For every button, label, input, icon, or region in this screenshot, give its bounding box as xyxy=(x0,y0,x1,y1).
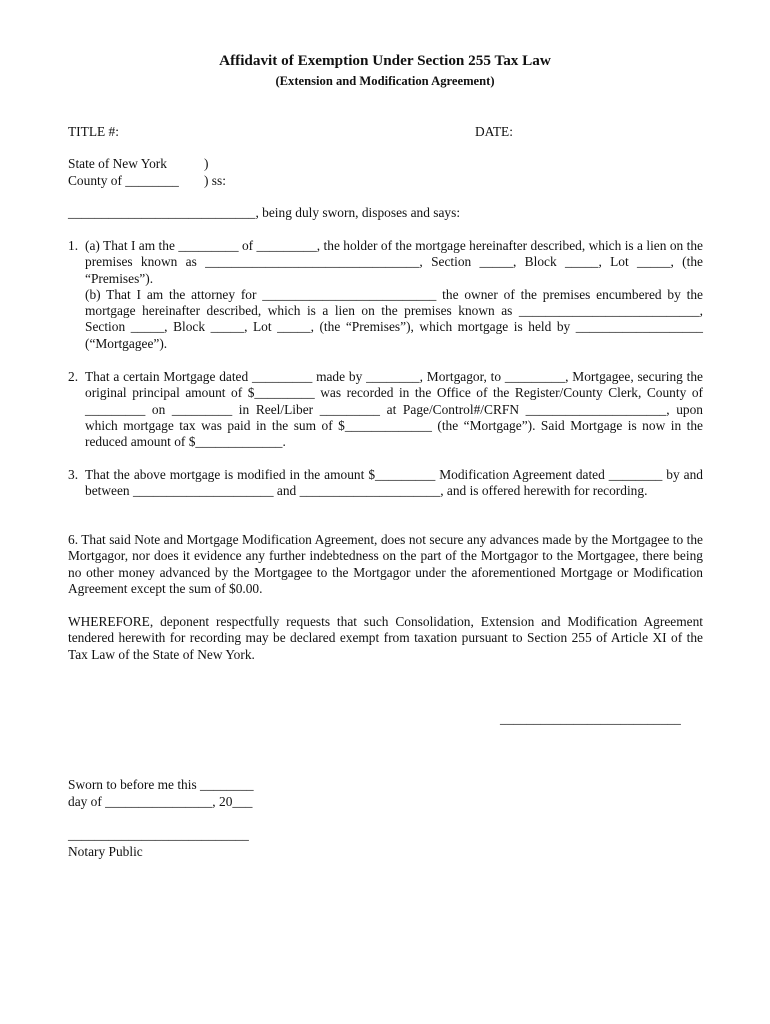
item-2-number: 2. xyxy=(68,369,79,384)
date-label: DATE: xyxy=(475,124,513,139)
venue-bracket-top: ) xyxy=(204,156,209,171)
document-subtitle: (Extension and Modification Agreement) xyxy=(275,74,495,88)
notary-public-label: Notary Public xyxy=(68,844,143,859)
document-title: Affidavit of Exemption Under Section 255 Tax Law xyxy=(219,52,551,69)
item-3-text: That the above mortgage is modified in the amount $_________ Modification Agreement dated ________ by and between _____________________ and _____________________, and is offered herewith for recording. xyxy=(85,467,703,499)
item-1-body xyxy=(85,238,703,352)
item-1a-text: (a) That I am the _________ of _________, the holder of the mortgage hereinafter described, which is a lien on the premises known as ________________________________, Section _____, Block _____, Lot _____, (the “Premises”). xyxy=(85,238,703,286)
item-1-number: 1. xyxy=(68,238,79,253)
deponent-signature-line: ___________________________ xyxy=(500,711,681,726)
day-of-line: day of ________________, 20___ xyxy=(68,794,253,809)
item-1b-text: (b) That I am the attorney for __________________________ the owner of the premises encumbered by the mortgage hereinafter described, which is a lien on the premises known as ___________________________, Section _____, Block _____, Lot _____, (the “Premises”), which mortgage is held by ___________________ (“Mortgagee”). xyxy=(85,286,703,351)
venue-ss: ) ss: xyxy=(204,173,226,188)
venue-state: State of New York xyxy=(68,156,167,171)
item-3-number: 3. xyxy=(68,467,79,482)
venue-county: County of ________ xyxy=(68,173,179,188)
title-number-label: TITLE #: xyxy=(68,124,119,139)
wherefore-paragraph: WHEREFORE, deponent respectfully requests that such Consolidation, Extension and Modification Agreement tendered herewith for recording may be declared exempt from taxation pursuant to Section 255 of Article XI of the Tax Law of the State of New York. xyxy=(68,614,703,662)
item-6-text: 6. That said Note and Mortgage Modification Agreement, does not secure any advances made by the Mortgagee to the Mortgagor, nor does it evidence any further indebtedness on the part of the Mortgagor to the Mortgagee, there being no other money advanced by the Mortgagee to the Mortgagor under the aforementioned Mortgage or Modification Agreement except the sum of $0.00. xyxy=(68,532,703,596)
item-2-text: That a certain Mortgage dated _________ made by ________, Mortgagor, to _________, Mortgagee, securing the original principal amount of $_________ was recorded in the Office of the Register/County Clerk, County of _________ on _________ in Reel/Liber _________ at Page/Control#/CRFN _____________________, upon which mortgage tax was paid in the sum of $_____________ (the “Mortgage”). Said Mortgage is now in the reduced amount of $_____________. xyxy=(85,369,703,450)
notary-signature-line: ___________________________ xyxy=(68,827,249,842)
deponent-line: ____________________________, being duly sworn, disposes and says: xyxy=(68,205,461,220)
sworn-before-line: Sworn to before me this ________ xyxy=(68,777,254,792)
